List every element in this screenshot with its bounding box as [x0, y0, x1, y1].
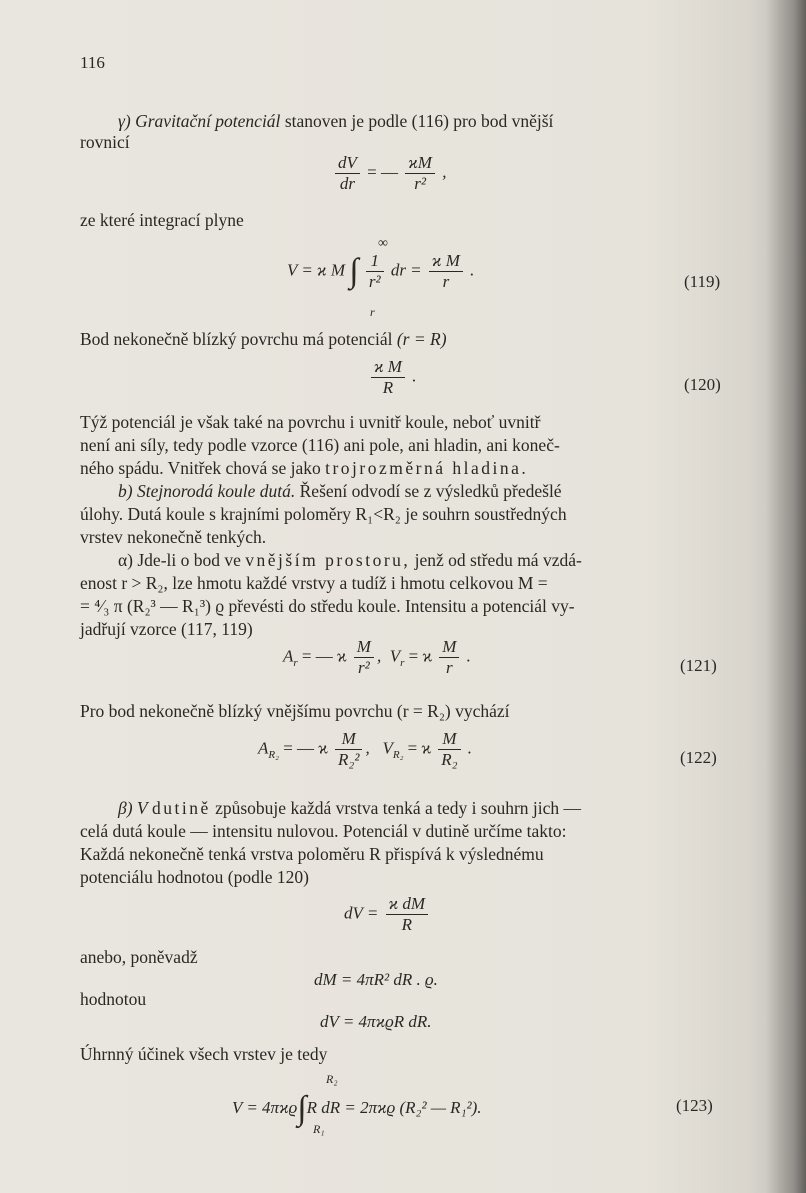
integral-sign: ∫ — [349, 252, 359, 290]
text-line-20: anebo, poněvadž — [80, 947, 198, 967]
text-line-11: α) Jde-li o bod ve vnějším prostoru, jenž od středu má vzdá- — [118, 550, 582, 570]
fraction-xm-r2: $\frac{ϰM}{\text{r²}}$ — [405, 154, 435, 193]
fraction-m-r2: $\frac{M}{\text{r²}}$ — [354, 638, 374, 677]
equation-121: $A_r$ = — ϰ $\frac{M}{\text{r²}}$ , $V_r = ϰ$ $\frac{M}{r}$ . — [283, 637, 471, 677]
spaced-term-3d-level: trojrozměrná hladina. — [325, 458, 529, 478]
text-line-7: ného spádu. Vnitřek chová se jako trojrozměrná hladina. — [80, 458, 529, 478]
equation-label-119: (119) — [684, 272, 721, 291]
text-line-8: b) Stejnorodá koule dutá. Řešení odvodí se z výsledků předešlé — [118, 481, 562, 501]
equation-dv-dr: $\frac{dV}{dr}$ = — $\frac{ϰM}{\text{r²}}$ , — [332, 154, 446, 193]
section-title-gravitational-potential: Gravitační potenciál — [135, 111, 281, 131]
equation-dv-4pi: dV = 4πϰϱR dR. — [320, 1012, 432, 1031]
condition-r-equals-R: (r = R) — [396, 329, 447, 349]
equation-dv-xdm-R: dV = $\frac{\text{ϰ dM}}{R}$ — [344, 895, 431, 934]
gamma-marker: γ) — [118, 111, 131, 131]
section-title-hollow-sphere: Stejnorodá koule dutá. — [136, 481, 296, 501]
spaced-term-cavity: dutině — [151, 798, 211, 818]
integral-lower-limit-R1: R₁ — [313, 1122, 325, 1136]
fraction-m-r: $\frac{M}{r}$ — [439, 638, 459, 677]
text-line-18: Každá nekonečně tenká vrstva poloměru R přispívá k výslednému — [80, 844, 544, 864]
equation-dm: dM = 4πR² dR . ϱ. — [314, 970, 438, 989]
text-line-3: ze které integrací plyne — [80, 210, 244, 230]
text-line-13: = ⁴⁄₃ π (R₂³ — R₁³) ϱ převésti do středu koule. Intensitu a potenciál vy- — [80, 596, 575, 616]
equation-label-122: (122) — [680, 748, 717, 767]
text-line-14: jadřují vzorce (117, 119) — [80, 619, 253, 639]
text-line-22: Úhrnný účinek všech vrstev je tedy — [80, 1044, 328, 1064]
text-line-16: β) V dutině způsobuje každá vrstva tenká a tedy i souhrn jich — — [118, 798, 582, 818]
text-line-5: Týž potenciál je však také na povrchu i uvnitř koule, neboť uvnitř — [80, 412, 541, 432]
text-line-15: Pro bod nekonečně blízký vnějšímu povrchu (r = R₂) vychází — [80, 701, 510, 721]
book-spine-shadow — [766, 0, 806, 1193]
fraction-xm-r: $\frac{\text{ϰ M}}{r}$ — [429, 252, 463, 291]
text-line-9: úlohy. Dutá koule s krajními poloměry R₁<R₂ je souhrn soustředných — [80, 504, 567, 524]
fraction-m-R2: $\frac{M}{\text{R₂}}$ — [438, 730, 460, 769]
text-line-1 — [118, 110, 553, 132]
equation-label-121: (121) — [680, 656, 717, 675]
equation-label-120: (120) — [684, 375, 721, 394]
integral-lower-limit-r: r — [370, 305, 375, 319]
fraction-dv-dr: $\frac{dV}{dr}$ — [335, 154, 360, 193]
equation-label-123: (123) — [676, 1096, 713, 1115]
equation-123: V = 4πϰϱ∫R dR = 2πϰϱ (R₂² — R₁²). — [232, 1090, 482, 1127]
text-line-2: rovnicí — [80, 132, 130, 152]
equation-119: V = ϰ M ∫ $\frac{1}{\text{r²}}$ dr = $\frac{\text{ϰ M}}{r}$ . — [287, 251, 475, 291]
text-line-12: enost r > R₂, lze hmotu každé vrstvy a tudíž i hmotu celkovou M = — [80, 573, 548, 593]
fraction-xm-R: $\frac{\text{ϰ M}}{R}$ — [371, 358, 405, 397]
page-number: 116 — [80, 53, 105, 72]
text-line-6: není ani síly, tedy podle vzorce (116) ani pole, ani hladin, ani koneč- — [80, 435, 560, 455]
integral-upper-limit-R2: R₂ — [326, 1072, 338, 1086]
text-line-21: hodnotou — [80, 989, 147, 1009]
integral-sign-123: ∫ — [297, 1090, 307, 1127]
text-line-1-rest: stanoven je podle (116) pro bod vnější — [280, 111, 554, 131]
fraction-xdm-R: $\frac{\text{ϰ dM}}{R}$ — [386, 895, 428, 934]
fraction-m-R2sq: $\frac{M}{\text{R₂²}}$ — [335, 730, 362, 769]
spaced-term-outer-space: vnějším prostoru, — [245, 550, 411, 570]
text-line-19: potenciálu hodnotou (podle 120) — [80, 867, 309, 887]
equation-122: $A_{R_2}$ = — ϰ $\frac{M}{\text{R₂²}}$ , $V_{R_2} = ϰ$ $\frac{M}{\text{R₂}}$ . — [258, 729, 473, 769]
text-line-4: Bod nekonečně blízký povrchu má potenciál (r = R) — [80, 329, 447, 349]
equation-120: $\frac{\text{ϰ M}}{R}$ . — [368, 358, 416, 397]
b-marker: b) — [118, 481, 133, 501]
integral-upper-limit-infinity: ∞ — [378, 236, 388, 251]
fraction-1-r2: $\frac{1}{\text{r²}}$ — [366, 252, 384, 291]
text-line-17: celá dutá koule — intensitu nulovou. Potenciál v dutině určíme takto: — [80, 821, 567, 841]
text-line-10: vrstev nekonečně tenkých. — [80, 527, 267, 547]
